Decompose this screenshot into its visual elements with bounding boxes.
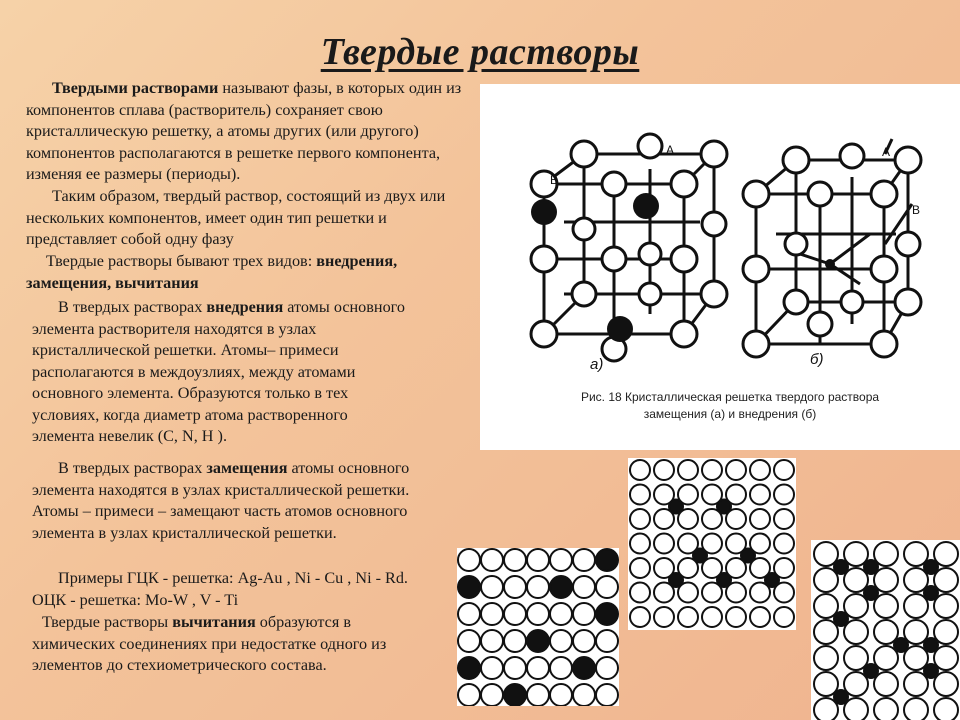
label-b-letter-b: В <box>912 203 921 217</box>
solvent-atom <box>844 620 868 644</box>
solvent-atom <box>904 672 928 696</box>
solvent-atom <box>904 568 928 592</box>
solvent-atom <box>750 485 770 505</box>
solvent-atom <box>504 657 526 679</box>
interstitial-grid <box>628 458 796 630</box>
paragraph-summary: Таким образом, твердый раствор, состоящий из двух или нескольких компонентов, имеет один тип решетки и представляет собой одну фазу <box>26 187 446 248</box>
solvent-atom <box>596 684 618 706</box>
solute-atom <box>458 576 480 598</box>
solvent-atom <box>504 603 526 625</box>
solvent-atom <box>874 542 898 566</box>
solute-atom <box>550 576 572 598</box>
solvent-atom <box>630 485 650 505</box>
solvent-atom <box>874 620 898 644</box>
solvent-atom <box>774 485 794 505</box>
solvent-atom <box>458 603 480 625</box>
label-b-letter: В <box>550 173 559 187</box>
solute-atom <box>864 586 878 600</box>
solvent-atom <box>527 549 549 571</box>
cube-b-label: б) <box>810 351 824 368</box>
interstitial-grid-illustration <box>628 458 796 630</box>
solvent-atom <box>458 630 480 652</box>
solute-atom <box>924 586 938 600</box>
solvent-atom <box>726 607 746 627</box>
solvent-atom <box>596 657 618 679</box>
solvent-atom <box>814 568 838 592</box>
solvent-atom <box>934 672 958 696</box>
solvent-atom <box>573 576 595 598</box>
solvent-atom <box>527 576 549 598</box>
solvent-atom <box>774 534 794 554</box>
paragraph-substitution: В твердых растворах замещения атомы основного элемента находятся в узлах кристаллической решетки. Атомы – примеси – замещают часть атомов основного элемента в узлах кристаллической решетки. <box>32 459 410 542</box>
term-solid-solutions: Твердыми растворами <box>52 79 219 97</box>
solvent-atom <box>527 657 549 679</box>
solvent-atom <box>774 607 794 627</box>
label-a-letter-b: А <box>882 145 891 159</box>
solute-atom <box>834 690 848 704</box>
solvent-atom <box>596 576 618 598</box>
solvent-atom <box>934 568 958 592</box>
solvent-atom <box>678 607 698 627</box>
solvent-atom <box>814 646 838 670</box>
solvent-atom <box>630 460 650 480</box>
solvent-atom <box>596 630 618 652</box>
solvent-atom <box>874 698 898 720</box>
solvent-atom <box>934 620 958 644</box>
solvent-atom <box>654 534 674 554</box>
solvent-atom <box>550 603 572 625</box>
solvent-atom <box>550 684 572 706</box>
solvent-atom <box>874 594 898 618</box>
paragraph-examples: Примеры ГЦК - решетка: Ag-Au , Ni - Cu , Ni - Rd. ОЦК - решетка: Mo-W , V - Ti <box>32 569 408 609</box>
solvent-atom <box>874 672 898 696</box>
solvent-atom <box>481 630 503 652</box>
solvent-atom <box>844 594 868 618</box>
solute-atom <box>894 638 908 652</box>
solvent-atom <box>654 460 674 480</box>
solvent-atom <box>774 460 794 480</box>
page-title: Твердые растворы <box>320 31 640 73</box>
paragraph-subtraction: Твердые растворы вычитания образуются в химических соединениях при недостатке одного из элементов до стехиометрического состава. <box>32 613 387 674</box>
solvent-atom <box>814 620 838 644</box>
solvent-atom <box>573 630 595 652</box>
solvent-atom <box>630 509 650 529</box>
term-interstitial: внедрения <box>206 298 284 316</box>
solute-atom <box>527 630 549 652</box>
solvent-atom <box>654 607 674 627</box>
solvent-atom <box>481 549 503 571</box>
solvent-atom <box>458 684 480 706</box>
solvent-atom <box>844 568 868 592</box>
interstitial-atom <box>669 573 683 587</box>
solvent-atom <box>550 630 572 652</box>
solvent-atom <box>934 646 958 670</box>
solvent-atom <box>481 576 503 598</box>
solvent-atom <box>550 549 572 571</box>
paragraph-definition: Твердыми растворами называют фазы, в которых один из компонентов сплава (растворитель) сохраняет свою кристаллическую решетку, а атомы других (или другого) компонентов располагаются в решетке первого компонента, изменяя ее размеры (периоды). <box>26 79 462 183</box>
solvent-atom <box>573 603 595 625</box>
solute-atom <box>834 612 848 626</box>
mixed-grid <box>811 540 960 720</box>
solvent-atom <box>774 509 794 529</box>
solvent-atom <box>630 607 650 627</box>
solute-atom <box>573 657 595 679</box>
solvent-atom <box>527 603 549 625</box>
solute-atom <box>504 684 526 706</box>
solvent-atom <box>904 620 928 644</box>
interstitial-atom <box>717 573 731 587</box>
solute-atom <box>924 638 938 652</box>
substitution-grid <box>457 548 619 706</box>
solvent-atom <box>504 549 526 571</box>
solvent-atom <box>750 509 770 529</box>
solvent-atom <box>750 607 770 627</box>
solvent-atom <box>814 594 838 618</box>
solvent-atom <box>726 460 746 480</box>
solute-atom <box>864 560 878 574</box>
interstitial-atom <box>765 573 779 587</box>
paragraph-types: Твердые растворы бывают трех видов: внедрения, замещения, вычитания <box>26 252 398 292</box>
solvent-atom <box>814 542 838 566</box>
solute-atom <box>924 560 938 574</box>
term-subtraction: вычитания <box>172 613 256 631</box>
solvent-atom <box>934 698 958 720</box>
solvent-atom <box>630 583 650 603</box>
solvent-atom <box>904 542 928 566</box>
solute-atom <box>834 560 848 574</box>
term-substitution: замещения <box>206 459 288 477</box>
solvent-atom <box>630 534 650 554</box>
solute-atom <box>924 664 938 678</box>
solvent-atom <box>702 460 722 480</box>
solvent-atom <box>844 542 868 566</box>
solute-atom <box>596 603 618 625</box>
solvent-atom <box>904 698 928 720</box>
solvent-atom <box>573 549 595 571</box>
solvent-atom <box>504 576 526 598</box>
figure-caption: Рис. 18 Кристаллическая решетка твердого раствора замещения (а) и внедрения (б) <box>580 390 880 421</box>
label-a-letter: А <box>666 143 675 157</box>
solvent-atom <box>814 672 838 696</box>
solvent-atom <box>904 594 928 618</box>
lattice-figure <box>480 84 960 450</box>
solute-atom <box>596 549 618 571</box>
solvent-atom <box>678 460 698 480</box>
solvent-atom <box>527 684 549 706</box>
solvent-atom <box>481 684 503 706</box>
solute-atom <box>458 657 480 679</box>
mixed-grid-illustration <box>811 540 960 720</box>
solvent-atom <box>874 568 898 592</box>
solvent-atom <box>630 558 650 578</box>
solvent-atom <box>458 549 480 571</box>
solvent-atom <box>844 646 868 670</box>
substitution-grid-illustration <box>457 548 619 706</box>
solvent-atom <box>934 594 958 618</box>
solvent-atom <box>573 684 595 706</box>
solvent-atom <box>750 460 770 480</box>
paragraph-interstitial: В твердых растворах внедрения атомы основного элемента растворителя находятся в узлах кристаллической решетки. Атомы– примеси располагаются в междоузлиях, между атомами основного элемента. Образуются только в тех условиях, когда диаметр атома растворенного элемента невелик (C, N, H ). <box>32 298 405 445</box>
solvent-atom <box>904 646 928 670</box>
solute-atom <box>864 664 878 678</box>
solvent-atom <box>504 630 526 652</box>
interstitial-atom <box>669 500 683 514</box>
interstitial-atom <box>693 549 707 563</box>
solvent-atom <box>934 542 958 566</box>
interstitial-atom <box>717 500 731 514</box>
solvent-atom <box>844 672 868 696</box>
solvent-atom <box>550 657 572 679</box>
interstitial-atom <box>741 549 755 563</box>
solvent-atom <box>874 646 898 670</box>
types-list: внедрения, замещения, вычитания <box>26 252 398 292</box>
solvent-atom <box>481 657 503 679</box>
cube-a-label: а) <box>590 356 604 373</box>
solvent-atom <box>702 607 722 627</box>
solvent-atom <box>481 603 503 625</box>
